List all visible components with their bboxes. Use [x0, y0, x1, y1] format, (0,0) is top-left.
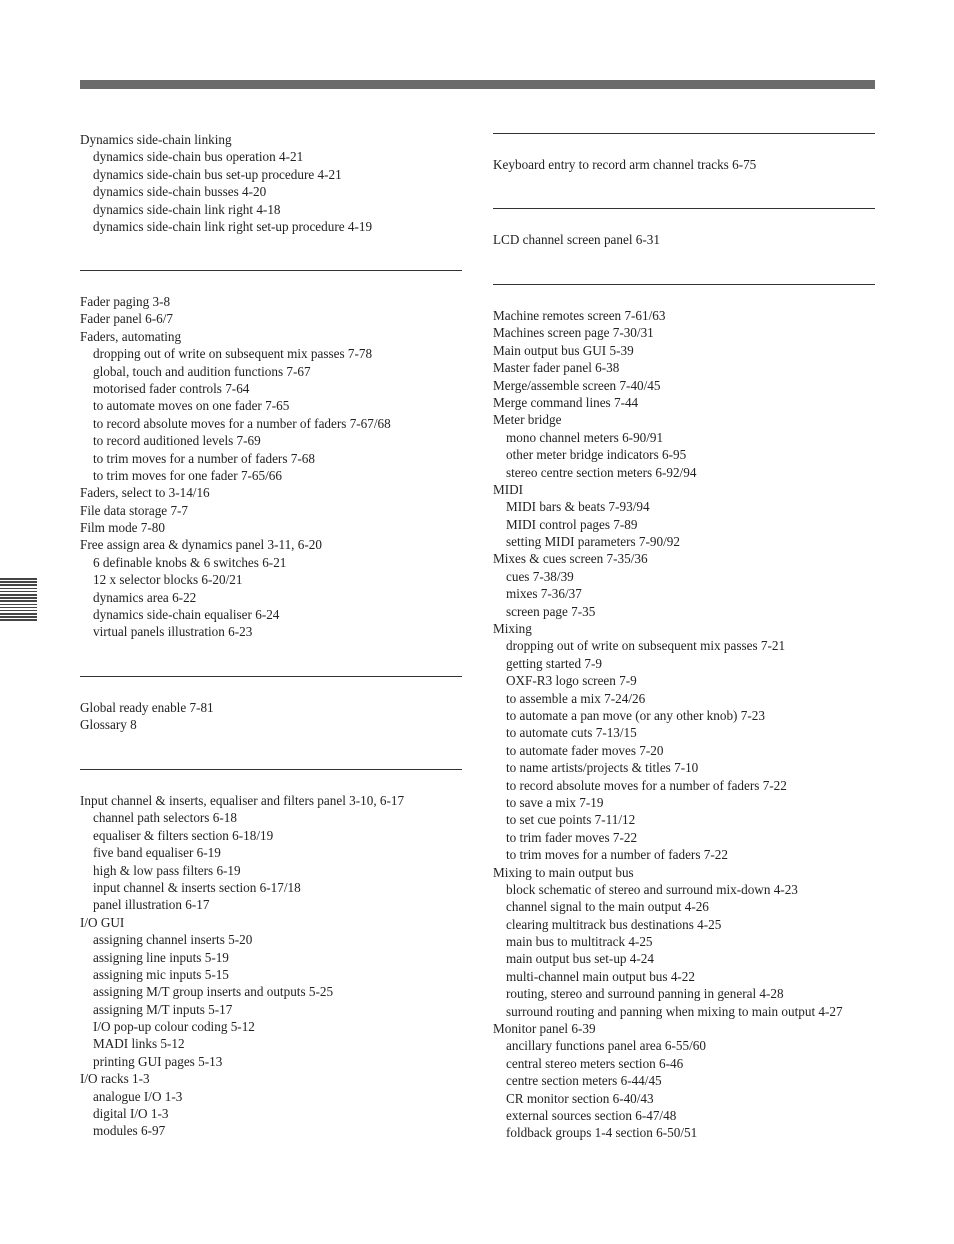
index-subentry: external sources section 6-47/48 — [506, 1107, 677, 1123]
index-subentry: panel illustration 6-17 — [93, 897, 210, 913]
index-entry: Fader panel 6-6/7 — [80, 311, 174, 327]
index-subentry: MIDI bars & beats 7-93/94 — [506, 499, 650, 515]
index-subentry: virtual panels illustration 6-23 — [93, 624, 253, 640]
index-group — [493, 156, 878, 173]
index-entry: I/O racks 1-3 — [80, 1071, 150, 1087]
index-subentry: clearing multitrack bus destinations 4-25 — [506, 916, 722, 932]
index-subentry: MADI links 5-12 — [93, 1036, 185, 1052]
index-subentry: to automate cuts 7-13/15 — [506, 725, 637, 741]
index-subentry: setting MIDI parameters 7-90/92 — [506, 534, 680, 550]
index-subentry: main bus to multitrack 4-25 — [506, 934, 653, 950]
index-subentry: assigning line inputs 5-19 — [93, 949, 229, 965]
section-divider — [80, 676, 462, 677]
index-group — [493, 231, 878, 248]
index-entry: Mixing to main output bus — [493, 864, 634, 880]
index-subentry: to trim moves for one fader 7-65/66 — [93, 467, 282, 483]
section-thumb-tab — [0, 578, 37, 622]
index-subentry: to save a mix 7-19 — [506, 794, 604, 810]
index-subentry: to trim fader moves 7-22 — [506, 829, 638, 845]
index-group — [80, 699, 465, 734]
index-group — [493, 307, 878, 1142]
index-subentry: dynamics side-chain busses 4-20 — [93, 184, 267, 200]
index-subentry: dynamics area 6-22 — [93, 589, 197, 605]
index-subentry: assigning M/T group inserts and outputs 5-25 — [93, 984, 334, 1000]
index-entry: Machine remotes screen 7-61/63 — [493, 308, 666, 323]
index-subentry: mixes 7-36/37 — [506, 586, 582, 602]
index-entry: Free assign area & dynamics panel 3-11, 6-20 — [80, 537, 322, 553]
index-subentry: foldback groups 1-4 section 6-50/51 — [506, 1125, 698, 1141]
index-subentry: assigning mic inputs 5-15 — [93, 966, 229, 982]
header-bar — [80, 80, 875, 89]
index-subentry: dynamics side-chain bus operation 4-21 — [93, 149, 304, 165]
index-subentry: motorised fader controls 7-64 — [93, 380, 250, 396]
index-subentry: digital I/O 1-3 — [93, 1106, 169, 1122]
index-subentry: to automate moves on one fader 7-65 — [93, 398, 290, 414]
index-subentry: surround routing and panning when mixing to main output 4-27 — [506, 1003, 843, 1019]
index-group — [80, 293, 465, 641]
index-entry: Keyboard entry to record arm channel tracks 6-75 — [493, 157, 757, 172]
index-subentry: dynamics side-chain bus set-up procedure 4-21 — [93, 166, 342, 182]
index-subentry: analogue I/O 1-3 — [93, 1088, 183, 1104]
index-subentry: to record absolute moves for a number of faders 7-22 — [506, 777, 787, 793]
index-subentry: dynamics side-chain link right set-up procedure 4-19 — [93, 218, 373, 234]
index-subentry: to trim moves for a number of faders 7-22 — [506, 847, 728, 863]
index-subentry: centre section meters 6-44/45 — [506, 1073, 662, 1089]
index-subentry: CR monitor section 6-40/43 — [506, 1090, 654, 1106]
index-entry: Mixes & cues screen 7-35/36 — [493, 551, 648, 567]
index-subentry: routing, stereo and surround panning in general 4-28 — [506, 986, 784, 1002]
index-subentry: dynamics side-chain link right 4-18 — [93, 201, 281, 217]
index-subentry: main output bus set-up 4-24 — [506, 951, 654, 967]
index-subentry: to record absolute moves for a number of faders 7-67/68 — [93, 415, 391, 431]
index-entry: Global ready enable 7-81 — [80, 700, 214, 715]
index-subentry: dropping out of write on subsequent mix passes 7-21 — [506, 638, 786, 654]
index-entry: MIDI — [493, 481, 524, 497]
index-entry: Input channel & inserts, equaliser and filters panel 3-10, 6-17 — [80, 793, 405, 808]
index-subentry: central stereo meters section 6-46 — [506, 1055, 684, 1071]
index-entry: I/O GUI — [80, 914, 125, 930]
index-subentry: dynamics side-chain equaliser 6-24 — [93, 607, 280, 623]
index-entry: Master fader panel 6-38 — [493, 360, 620, 376]
index-entry: LCD channel screen panel 6-31 — [493, 232, 660, 247]
index-subentry: mono channel meters 6-90/91 — [506, 429, 664, 445]
section-divider — [80, 270, 462, 271]
index-entry: Meter bridge — [493, 412, 562, 428]
index-subentry: other meter bridge indicators 6-95 — [506, 447, 687, 463]
index-entry: Merge command lines 7-44 — [493, 394, 639, 410]
index-subentry: to name artists/projects & titles 7-10 — [506, 760, 699, 776]
index-subentry: I/O pop-up colour coding 5-12 — [93, 1019, 255, 1035]
index-entry: Glossary 8 — [80, 717, 137, 733]
index-subentry: channel path selectors 6-18 — [93, 810, 237, 826]
section-divider — [493, 284, 875, 285]
index-entry: Monitor panel 6-39 — [493, 1021, 596, 1037]
index-subentry: high & low pass filters 6-19 — [93, 862, 241, 878]
index-subentry: stereo centre section meters 6-92/94 — [506, 464, 697, 480]
index-subentry: channel signal to the main output 4-26 — [506, 899, 709, 915]
index-subentry: block schematic of stereo and surround mix-down 4-23 — [506, 881, 798, 897]
index-subentry: to record auditioned levels 7-69 — [93, 433, 261, 449]
index-subentry: five band equaliser 6-19 — [93, 845, 221, 861]
index-subentry: getting started 7-9 — [506, 655, 602, 671]
index-subentry: modules 6-97 — [93, 1123, 166, 1139]
section-divider — [493, 208, 875, 209]
index-entry: Faders, automating — [80, 328, 182, 344]
index-subentry: assigning channel inserts 5-20 — [93, 932, 253, 948]
index-subentry: 12 x selector blocks 6-20/21 — [93, 572, 243, 588]
index-subentry: to automate fader moves 7-20 — [506, 742, 664, 758]
index-subentry: global, touch and audition functions 7-67 — [93, 363, 311, 379]
index-subentry: multi-channel main output bus 4-22 — [506, 968, 695, 984]
index-subentry: screen page 7-35 — [506, 603, 596, 619]
index-entry: Merge/assemble screen 7-40/45 — [493, 377, 661, 393]
index-entry: Dynamics side-chain linking — [80, 132, 232, 147]
index-entry: Main output bus GUI 5-39 — [493, 342, 634, 358]
section-divider — [80, 769, 462, 770]
index-entry: Faders, select to 3-14/16 — [80, 485, 210, 501]
index-subentry: to automate a pan move (or any other knob) 7-23 — [506, 707, 765, 723]
index-subentry: dropping out of write on subsequent mix passes 7-78 — [93, 346, 373, 362]
index-entry: Film mode 7-80 — [80, 520, 165, 536]
index-subentry: to assemble a mix 7-24/26 — [506, 690, 646, 706]
index-group — [80, 792, 465, 1140]
index-subentry: OXF-R3 logo screen 7-9 — [506, 673, 637, 689]
index-subentry: assigning M/T inputs 5-17 — [93, 1001, 233, 1017]
index-subentry: printing GUI pages 5-13 — [93, 1053, 223, 1069]
index-entry: Mixing — [493, 621, 532, 637]
section-divider — [493, 133, 875, 134]
index-subentry: to trim moves for a number of faders 7-68 — [93, 450, 315, 466]
index-subentry: equaliser & filters section 6-18/19 — [93, 827, 274, 843]
index-group — [80, 131, 465, 235]
index-entry: Fader paging 3-8 — [80, 294, 171, 309]
index-entry: Machines screen page 7-30/31 — [493, 325, 654, 341]
index-subentry: cues 7-38/39 — [506, 568, 574, 584]
index-subentry: 6 definable knobs & 6 switches 6-21 — [93, 554, 287, 570]
index-subentry: input channel & inserts section 6-17/18 — [93, 879, 301, 895]
index-subentry: ancillary functions panel area 6-55/60 — [506, 1038, 706, 1054]
index-subentry: to set cue points 7-11/12 — [506, 812, 636, 828]
index-entry: File data storage 7-7 — [80, 502, 189, 518]
index-subentry: MIDI control pages 7-89 — [506, 516, 638, 532]
